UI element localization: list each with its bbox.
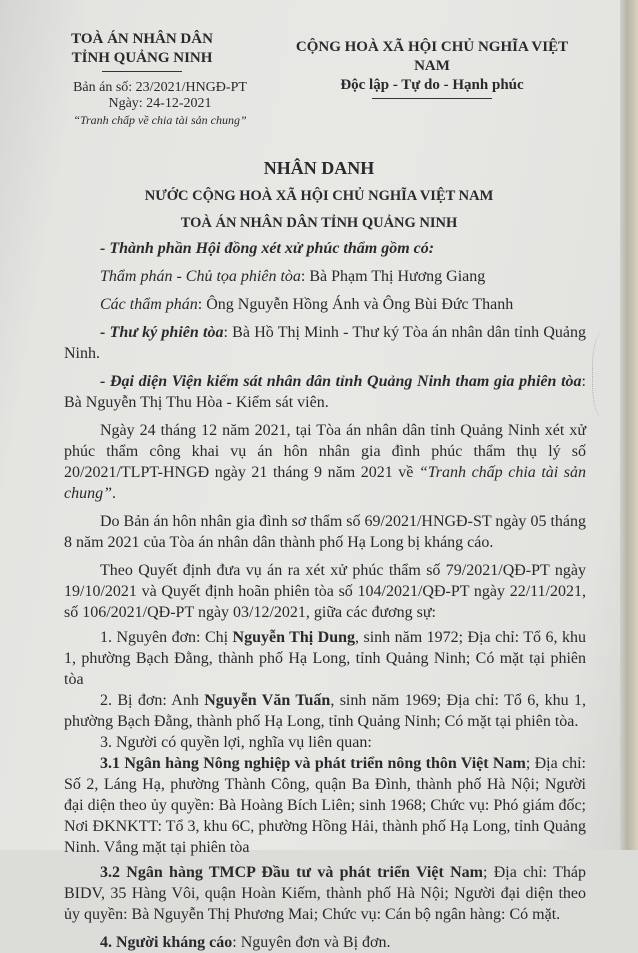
text: 1. Nguyên đơn: Chị xyxy=(100,629,233,646)
procuracy xyxy=(64,371,586,413)
label: - Đại diện Viện kiểm sát nhân dân tỉnh Quảng Ninh tham gia phiên tòa xyxy=(100,373,582,390)
court-header xyxy=(62,30,222,72)
court-province: TỈNH QUẢNG NINH xyxy=(71,50,213,66)
party-agribank xyxy=(64,753,586,858)
title-nhan-danh: NHÂN DANH xyxy=(263,158,375,178)
label: Thẩm phán - Chủ tọa phiên tòa xyxy=(100,268,301,285)
page-edge xyxy=(620,0,638,850)
case-subject: “Tranh chấp về chia tài sản chung” xyxy=(73,113,247,127)
value: : Bà Nguyễn Thị Thu Hòa - Kiểm sát viên. xyxy=(64,373,586,411)
dispute-name: “Tranh chấp chia tài sản chung” xyxy=(64,464,586,502)
divider xyxy=(372,98,492,99)
stamp-mark xyxy=(592,330,623,420)
appellants xyxy=(64,932,586,953)
label: - Thư ký phiên tòa xyxy=(100,324,224,341)
case-date: Ngày: 24-12-2021 xyxy=(108,96,212,111)
party-bidv xyxy=(64,862,586,925)
text: ; Địa chỉ: Số 2, Láng Hạ, phường Thành Công, quận Ba Đình, thành phố Hà Nội; Người đại diện theo ủy quyền: Bà Hoàng Bích Liên; sinh 1968; Chức vụ: Phó giám đốc; Nơi ĐKNKTT: Tổ 3, khu 6C, phường Hồng Hải, thành phố Hạ Long, tỉnh Quảng Ninh. Vắng mặt tại phiên tòa xyxy=(64,755,587,856)
bank-name: 3.2 Ngân hàng TMCP Đầu tư và phát triển Việt Nam xyxy=(100,864,483,881)
case-meta xyxy=(60,80,260,129)
national-title: CỘNG HOÀ XÃ HỘI CHỦ NGHĨA VIỆT NAM xyxy=(295,39,569,74)
national-motto: Độc lập - Tự do - Hạnh phúc xyxy=(340,77,524,93)
defendant-name: Nguyễn Văn Tuấn xyxy=(204,692,331,709)
title-court: TOÀ ÁN NHÂN DÂN TỈNH QUẢNG NINH xyxy=(180,215,458,231)
text: Ngày 24 tháng 12 năm 2021, tại Tòa án nhân dân tỉnh Quảng Ninh xét xử phúc thẩm công khai vụ án hôn nhân gia đình phúc thẩm thụ lý số 20/2021/TLPT-HNGĐ ngày 21 tháng 9 năm 2021 về xyxy=(64,422,586,481)
appeal-paragraph: Do Bản án hôn nhân gia đình sơ thẩm số 69/2021/HNGĐ-ST ngày 05 tháng 8 năm 2021 của Tòa án nhân dân thành phố Hạ Long bị kháng cáo. xyxy=(64,513,586,551)
panel-heading xyxy=(64,238,586,259)
case-number: Bản án số: 23/2021/HNGĐ-PT xyxy=(73,80,247,95)
text: , sinh năm 1969; Địa chỉ: Tổ 6, khu 1, phường Bạch Đằng, thành phố Hạ Long, tỉnh Quảng Ninh; Có mặt tại phiên tòa. xyxy=(64,692,587,730)
court-name: TOÀ ÁN NHÂN DÂN xyxy=(71,31,213,47)
defendant xyxy=(64,690,586,732)
label: 4. Người kháng cáo xyxy=(100,934,233,951)
text: 2. Bị đơn: Anh xyxy=(100,692,205,709)
decision-paragraph: Theo Quyết định đưa vụ án ra xét xử phúc thẩm số 79/2021/QĐ-PT ngày 19/10/2021 và Quyết định hoãn phiên tòa số 104/2021/QĐ-PT ngày 22/11/2021, số 106/2021/QĐ-PT ngày 03/12/2021, giữa các đương sự: xyxy=(64,562,586,621)
plaintiff xyxy=(64,627,586,690)
panel-heading-text: - Thành phần Hội đồng xét xử phúc thẩm gồm có: xyxy=(100,240,435,257)
text: , sinh năm 1972; Địa chỉ: Tổ 6, khu 1, phường Bạch Đằng, thành phố Hạ Long, tỉnh Quảng Ninh; Có mặt tại phiên tòa xyxy=(64,629,586,688)
bank-name: 3.1 Ngân hàng Nông nghiệp và phát triển nông thôn Việt Nam xyxy=(100,755,526,772)
value: : Ông Nguyễn Hồng Ánh và Ông Bùi Đức Thanh xyxy=(197,296,514,313)
divider xyxy=(102,71,182,72)
hearing-paragraph xyxy=(64,420,586,504)
judgment-body xyxy=(64,238,586,953)
value: : Bà Phạm Thị Hương Giang xyxy=(300,268,486,285)
clerk xyxy=(64,322,586,364)
title-country: NƯỚC CỘNG HOÀ XÃ HỘI CHỦ NGHĨA VIỆT NAM xyxy=(144,188,494,204)
value: : Bà Hồ Thị Minh - Thư ký Tòa án nhân dân tỉnh Quảng Ninh. xyxy=(64,324,587,362)
value: : Nguyên đơn và Bị đơn. xyxy=(232,934,391,951)
plaintiff-name: Nguyễn Thị Dung xyxy=(232,629,356,646)
national-header xyxy=(282,38,582,99)
presiding-judge xyxy=(64,266,586,287)
text: . xyxy=(112,485,116,502)
related-parties: 3. Người có quyền lợi, nghĩa vụ liên quan: xyxy=(100,734,372,751)
label: Các thẩm phán xyxy=(100,296,198,313)
judges xyxy=(64,294,586,315)
text: ; Địa chỉ: Tháp BIDV, 35 Hàng Vôi, quận Hoàn Kiếm, thành phố Hà Nội; Người đại diện theo ủy quyền: Bà Nguyễn Thị Phương Mai; Chức vụ: Cán bộ ngân hàng: Có mặt. xyxy=(64,864,587,923)
